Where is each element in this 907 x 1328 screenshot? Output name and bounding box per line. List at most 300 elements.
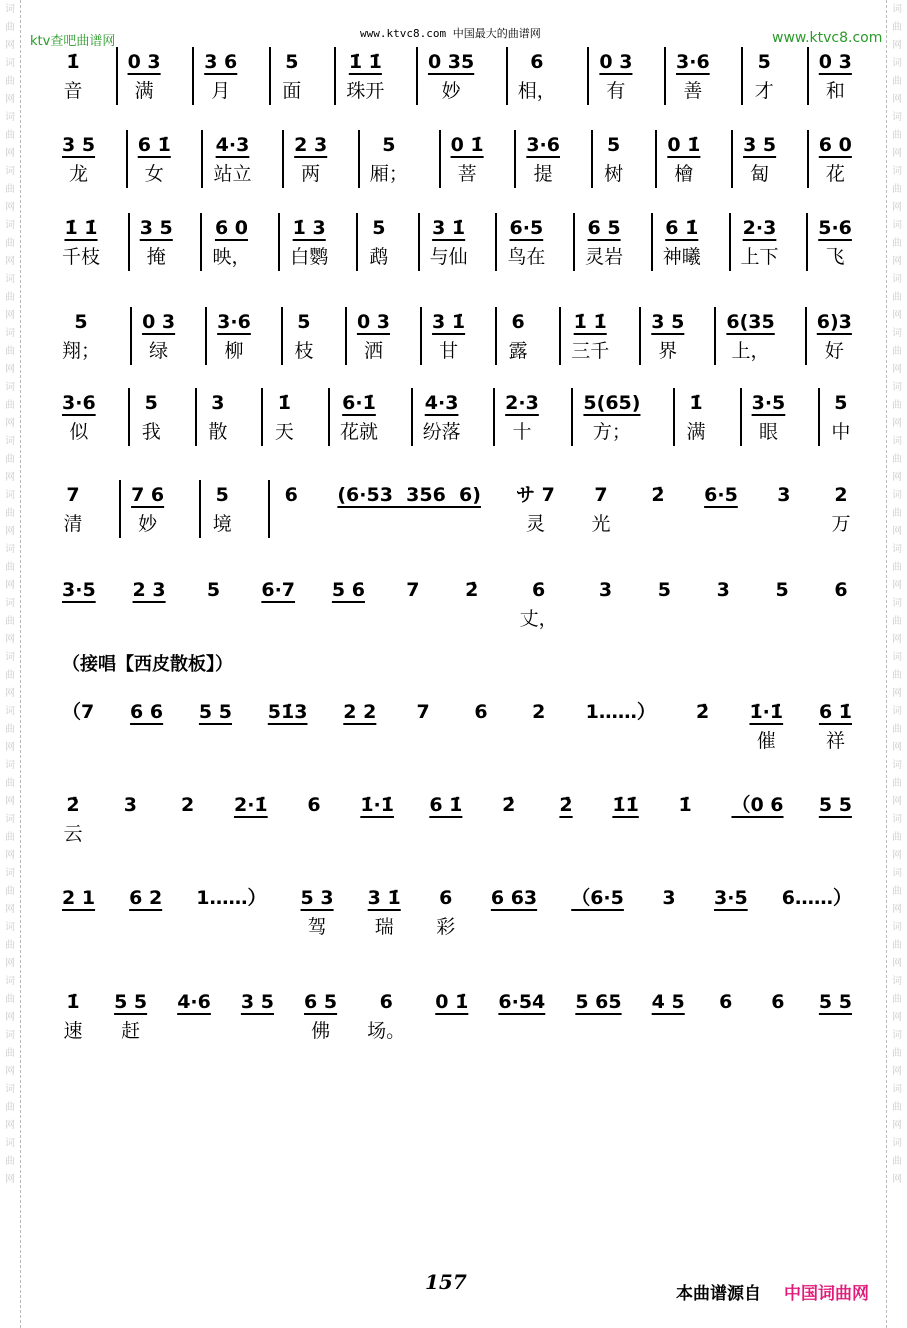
measure-cell <box>704 480 738 538</box>
watermark-char: 词 <box>5 1138 15 1149</box>
notation: 6 <box>439 887 453 909</box>
watermark-char: 曲 <box>892 832 902 843</box>
notation: 3 1̇ <box>432 217 466 239</box>
measure-cell <box>674 790 696 848</box>
lyric: 丈， <box>519 608 558 630</box>
measure-cell <box>575 987 621 1045</box>
lyric: 妙 <box>441 80 461 102</box>
measure-cell <box>130 697 163 755</box>
notation: 3·5 <box>62 579 96 601</box>
notation: 7 <box>406 579 420 601</box>
score-row <box>62 883 852 941</box>
measure-cell <box>715 987 737 1045</box>
measure-cell <box>416 47 474 105</box>
side-watermark-left <box>0 0 21 1328</box>
watermark-char: 曲 <box>892 1156 902 1167</box>
notation: 1̇·1̇ <box>749 701 784 723</box>
watermark-char: 网 <box>892 796 902 807</box>
score-row <box>62 307 852 365</box>
notation: 5(65) <box>583 392 641 414</box>
watermark-char: 曲 <box>892 22 902 33</box>
watermark-char: 词 <box>892 868 902 879</box>
lyric: 驾 <box>307 916 327 938</box>
notation: 6·5 <box>704 484 738 506</box>
notation: 5 <box>206 579 221 601</box>
watermark-char: 网 <box>5 526 15 537</box>
measure-cell <box>819 697 852 755</box>
measure-cell <box>269 47 303 105</box>
measure-cell <box>268 480 302 538</box>
watermark-char: 曲 <box>5 886 15 897</box>
lyric: 匐 <box>750 163 770 185</box>
measure-cell <box>62 47 84 105</box>
watermark-char: 词 <box>5 706 15 717</box>
watermark-char: 曲 <box>5 778 15 789</box>
lyric: 光 <box>591 513 611 535</box>
measure-cell <box>343 697 376 755</box>
measure-cell <box>128 213 173 271</box>
watermark-left[interactable]: ktv查吧曲谱网 <box>30 34 116 49</box>
measure-cell <box>358 130 408 188</box>
watermark-char: 词 <box>892 652 902 663</box>
lyric: 白鹦 <box>290 246 329 268</box>
measure-cell <box>470 697 492 755</box>
lyric: 提 <box>533 163 553 185</box>
measure-cell <box>830 480 852 538</box>
notation: 3·6 <box>217 311 251 333</box>
watermark-char: 网 <box>5 202 15 213</box>
measure-cell <box>653 575 675 633</box>
notation: 2 <box>532 701 546 723</box>
lyric: 洒 <box>363 340 383 362</box>
watermark-char: 网 <box>5 148 15 159</box>
notation: （7 <box>62 701 95 723</box>
notation: 6 1̇ <box>665 217 699 239</box>
lyric: 散 <box>208 421 228 443</box>
measure-cell <box>639 307 684 365</box>
watermark-char: 词 <box>5 1030 15 1041</box>
watermark-char: 曲 <box>892 886 902 897</box>
measure-cell <box>356 213 390 271</box>
lyric: 厢； <box>369 163 408 185</box>
measure-cell <box>268 697 308 755</box>
measure-cell <box>491 883 537 941</box>
notation: 1̇ <box>277 392 292 414</box>
watermark-char: 曲 <box>5 130 15 141</box>
notation: 3 6 <box>204 51 238 73</box>
notation: 3·5 <box>714 887 748 909</box>
watermark-char: 曲 <box>892 778 902 789</box>
notation: 4·6 <box>177 991 211 1013</box>
notation: 2 2 <box>343 701 377 723</box>
measure-cell <box>334 47 384 105</box>
measure-cell <box>177 790 199 848</box>
watermark-char: 曲 <box>5 616 15 627</box>
measure-cell <box>429 790 462 848</box>
notation: 3 <box>716 579 730 601</box>
measure-cell <box>200 213 250 271</box>
notation: 3 5 <box>240 991 274 1013</box>
measure-cell <box>195 388 229 446</box>
watermark-char: 曲 <box>5 76 15 87</box>
watermark-char: 网 <box>892 418 902 429</box>
measure-cell <box>461 575 483 633</box>
watermark-char: 曲 <box>892 400 902 411</box>
watermark-char: 曲 <box>5 1048 15 1059</box>
watermark-char: 网 <box>5 742 15 753</box>
notation: 5 <box>215 484 229 506</box>
notation: 7 <box>594 484 608 506</box>
watermark-char: 网 <box>5 634 15 645</box>
watermark-char: 词 <box>892 112 902 123</box>
watermark-char: 曲 <box>892 616 902 627</box>
measure-cell <box>303 790 325 848</box>
watermark-char: 词 <box>5 220 15 231</box>
notation: 2̇ <box>651 484 665 506</box>
notation: 6 <box>379 991 393 1013</box>
watermark-char: 网 <box>892 364 902 375</box>
lyric: 方； <box>592 421 631 443</box>
measure-cell <box>528 697 550 755</box>
lyric: 瑞 <box>374 916 394 938</box>
lyric: 十 <box>512 421 532 443</box>
watermark-char: 网 <box>892 580 902 591</box>
watermark-char: 曲 <box>892 724 902 735</box>
notation: 4·3 <box>424 392 459 414</box>
measure-cell <box>62 883 95 941</box>
watermark-char: 词 <box>892 1030 902 1041</box>
measure-cell <box>818 388 852 446</box>
notation: 3 5 <box>139 217 173 239</box>
notation: 0 1̇ <box>450 134 484 156</box>
lyric: 和 <box>825 80 845 102</box>
measure-cell <box>514 130 560 188</box>
measure-cell <box>177 987 211 1045</box>
lyric: 檜 <box>674 163 694 185</box>
watermark-char: 网 <box>892 472 902 483</box>
measure-cell <box>282 130 327 188</box>
score-row <box>62 480 852 538</box>
watermark-right[interactable]: www.ktvc8.com <box>772 30 883 46</box>
notation: 0 35 <box>427 51 475 73</box>
notation: 3 <box>777 484 791 506</box>
measure-cell <box>591 130 625 188</box>
measure-cell <box>130 307 175 365</box>
lyric: 树 <box>604 163 624 185</box>
notation: 7 <box>66 484 80 506</box>
watermark-char: 词 <box>5 814 15 825</box>
notation: 6 <box>719 991 733 1013</box>
notation: 1̇1̇ <box>612 794 639 816</box>
measure-cell <box>133 575 166 633</box>
measure-cell <box>767 987 789 1045</box>
watermark-char: 词 <box>5 112 15 123</box>
notation: 1̇·1̇ <box>360 794 394 816</box>
watermark-char: 词 <box>892 760 902 771</box>
watermark-char: 词 <box>892 382 902 393</box>
notation: 6 <box>474 701 488 723</box>
measure-cell <box>241 987 274 1045</box>
watermark-char: 网 <box>5 1174 15 1185</box>
watermark-char: 网 <box>5 310 15 321</box>
notation: 6 1̇ <box>137 134 171 156</box>
lyric: 有 <box>606 80 626 102</box>
notation: 6 0 <box>214 217 249 239</box>
watermark-char: 词 <box>892 544 902 555</box>
watermark-char: 网 <box>892 1174 902 1185</box>
notation: 0 3 <box>356 311 390 333</box>
notation: 6 2 <box>129 887 163 909</box>
measure-cell <box>332 575 365 633</box>
measure-cell <box>129 883 162 941</box>
notation: 6 0 <box>818 134 852 156</box>
source-label: 本曲谱源自 <box>676 1284 761 1304</box>
watermark-char: 词 <box>5 760 15 771</box>
lyric: 飞 <box>825 246 845 268</box>
notation: 6 <box>771 991 785 1013</box>
measure-cell <box>714 307 774 365</box>
measure-cell <box>62 307 100 365</box>
lyric: 神曦 <box>662 246 701 268</box>
watermark-char: 网 <box>892 1012 902 1023</box>
measure-cell <box>261 575 295 633</box>
watermark-char: 曲 <box>5 238 15 249</box>
notation: 6 6 <box>130 701 164 723</box>
measure-cell <box>692 697 714 755</box>
notation: 5 <box>775 579 789 601</box>
lyric: 眼 <box>758 421 778 443</box>
watermark-char: 网 <box>892 40 902 51</box>
watermark-char: 词 <box>892 166 902 177</box>
section-heading: （接唱【西皮散板】） <box>62 654 233 675</box>
measure-cell <box>819 790 852 848</box>
notation: 5 5 <box>114 991 148 1013</box>
watermark-char: 词 <box>5 598 15 609</box>
measure-cell <box>652 987 685 1045</box>
watermark-char: 曲 <box>892 76 902 87</box>
watermark-char: 网 <box>892 202 902 213</box>
notation: 3 <box>211 392 225 414</box>
watermark-char: 网 <box>892 310 902 321</box>
notation: 6·5 <box>509 217 544 239</box>
measure-cell <box>571 883 624 941</box>
measure-cell <box>555 790 577 848</box>
measure-cell <box>807 130 852 188</box>
notation: 6 <box>284 484 298 506</box>
lyric: 善 <box>683 80 703 102</box>
measure-cell <box>655 130 700 188</box>
watermark-char: 网 <box>5 904 15 915</box>
notation: 2̇ <box>465 579 479 601</box>
side-watermark-right <box>886 0 907 1328</box>
measure-cell <box>367 987 405 1045</box>
notation: 1……） <box>196 887 267 909</box>
measure-cell <box>337 480 481 538</box>
measure-cell <box>360 790 394 848</box>
watermark-char: 词 <box>5 328 15 339</box>
notation: 6……） <box>781 887 852 909</box>
lyric: 柳 <box>224 340 244 362</box>
lyric: 龙 <box>69 163 89 185</box>
measure-cell <box>126 130 171 188</box>
lyric: 彩 <box>436 916 456 938</box>
watermark-char: 曲 <box>892 184 902 195</box>
notation: 3 1̇ <box>367 887 401 909</box>
measure-cell <box>806 213 852 271</box>
notation: 2̇ <box>66 794 80 816</box>
measure-cell <box>439 130 484 188</box>
lyric: 千枝 <box>62 246 101 268</box>
notation: 51̇3 <box>267 701 308 723</box>
lyric: 上下 <box>740 246 779 268</box>
source-site-link[interactable]: 中国词曲网 <box>784 1284 869 1304</box>
measure-cell <box>590 480 612 538</box>
lyric: 两 <box>301 163 321 185</box>
measure-cell <box>647 480 669 538</box>
measure-cell <box>261 388 295 446</box>
watermark-char: 词 <box>5 274 15 285</box>
notation: 3 5 <box>62 134 96 156</box>
measure-cell <box>516 480 555 538</box>
watermark-char: 曲 <box>892 238 902 249</box>
lyric: 三千 <box>571 340 610 362</box>
measure-cell <box>805 307 852 365</box>
lyric: 露 <box>508 340 528 362</box>
measure-cell <box>731 790 783 848</box>
measure-cell <box>571 388 640 446</box>
notation: 1̇ <box>66 51 80 73</box>
watermark-char: 网 <box>892 850 902 861</box>
watermark-char: 词 <box>5 922 15 933</box>
notation: 6 <box>307 794 321 816</box>
watermark-char: 曲 <box>5 562 15 573</box>
score-row <box>62 388 852 446</box>
lyric: 花就 <box>339 421 378 443</box>
lyric: 境 <box>212 513 232 535</box>
measure-cell <box>119 480 164 538</box>
lyric: 界 <box>658 340 678 362</box>
notation: 2 <box>181 794 195 816</box>
measure-cell <box>116 47 161 105</box>
notation: 1̇ 1̇ <box>573 311 607 333</box>
watermark-char: 网 <box>892 94 902 105</box>
lyric: 中 <box>831 421 851 443</box>
watermark-center: www.ktvc8.com 中国最大的曲谱网 <box>360 27 541 40</box>
watermark-char: 网 <box>5 472 15 483</box>
lyric: 场。 <box>367 1020 406 1042</box>
notation: 6·7 <box>261 579 296 601</box>
measure-cell <box>62 130 95 188</box>
notation: 0 3 <box>127 51 161 73</box>
watermark-char: 词 <box>892 58 902 69</box>
lyric: 相， <box>517 80 556 102</box>
notation: 5·6 <box>818 217 852 239</box>
lyric: 映， <box>212 246 251 268</box>
lyric: 音 <box>63 80 83 102</box>
notation: 1̇ <box>678 794 692 816</box>
measure-cell <box>498 790 520 848</box>
watermark-char: 曲 <box>5 1102 15 1113</box>
page-number: 157 <box>425 1270 467 1294</box>
lyric: 好 <box>824 340 844 362</box>
measure-cell <box>658 883 680 941</box>
notation: 6 5 <box>587 217 621 239</box>
notation: 5 <box>757 51 771 73</box>
lyric: 才 <box>754 80 774 102</box>
measure-cell <box>345 307 390 365</box>
measure-cell <box>612 790 638 848</box>
notation: 5 <box>382 134 396 156</box>
notation: 0 1̇ <box>435 991 469 1013</box>
notation: 6)3 <box>816 311 852 333</box>
lyric: 站立 <box>213 163 252 185</box>
notation: 2 3 <box>132 579 166 601</box>
notation: 5 <box>834 392 848 414</box>
measure-cell <box>411 388 461 446</box>
watermark-char: 曲 <box>5 994 15 1005</box>
watermark-char: 词 <box>5 436 15 447</box>
watermark-char: 网 <box>892 526 902 537</box>
watermark-char: 词 <box>892 922 902 933</box>
watermark-char: 曲 <box>5 940 15 951</box>
notation: 1̇ 3 <box>292 217 326 239</box>
notation: （6·5 <box>571 887 624 909</box>
watermark-char: 词 <box>5 868 15 879</box>
measure-cell <box>771 575 793 633</box>
measure-cell <box>412 697 434 755</box>
measure-cell <box>741 47 775 105</box>
measure-cell <box>559 307 609 365</box>
measure-cell <box>587 47 632 105</box>
lyric: 满 <box>686 421 706 443</box>
measure-cell <box>301 883 334 941</box>
measure-cell <box>368 883 401 941</box>
watermark-char: 曲 <box>892 454 902 465</box>
score-row <box>62 213 852 271</box>
watermark-char: 词 <box>892 976 902 987</box>
measure-cell <box>62 480 84 538</box>
measure-cell <box>819 987 852 1045</box>
measure-cell <box>573 213 623 271</box>
watermark-char: 词 <box>892 814 902 825</box>
measure-cell <box>62 697 94 755</box>
lyric: 女 <box>144 163 164 185</box>
watermark-char: 网 <box>5 1120 15 1131</box>
watermark-char: 词 <box>5 4 15 15</box>
watermark-char: 网 <box>892 688 902 699</box>
measure-cell <box>729 213 779 271</box>
measure-cell <box>493 388 539 446</box>
lyric: 清 <box>63 513 83 535</box>
notation: 3·6 <box>62 392 96 414</box>
measure-cell <box>402 575 424 633</box>
watermark-char: 曲 <box>892 130 902 141</box>
watermark-char: 词 <box>5 544 15 555</box>
measure-cell <box>714 883 748 941</box>
watermark-char: 网 <box>5 958 15 969</box>
notation: 6 <box>511 311 525 333</box>
measure-cell <box>192 47 237 105</box>
lyric: 翔； <box>62 340 101 362</box>
notation: 0 3 <box>818 51 852 73</box>
watermark-char: 网 <box>892 634 902 645</box>
watermark-char: 网 <box>892 1120 902 1131</box>
notation: 2·1̇ <box>233 794 268 816</box>
lyric: 妙 <box>138 513 158 535</box>
notation: 5 3 <box>300 887 334 909</box>
notation: 5 5 <box>818 794 852 816</box>
watermark-char: 词 <box>892 328 902 339</box>
